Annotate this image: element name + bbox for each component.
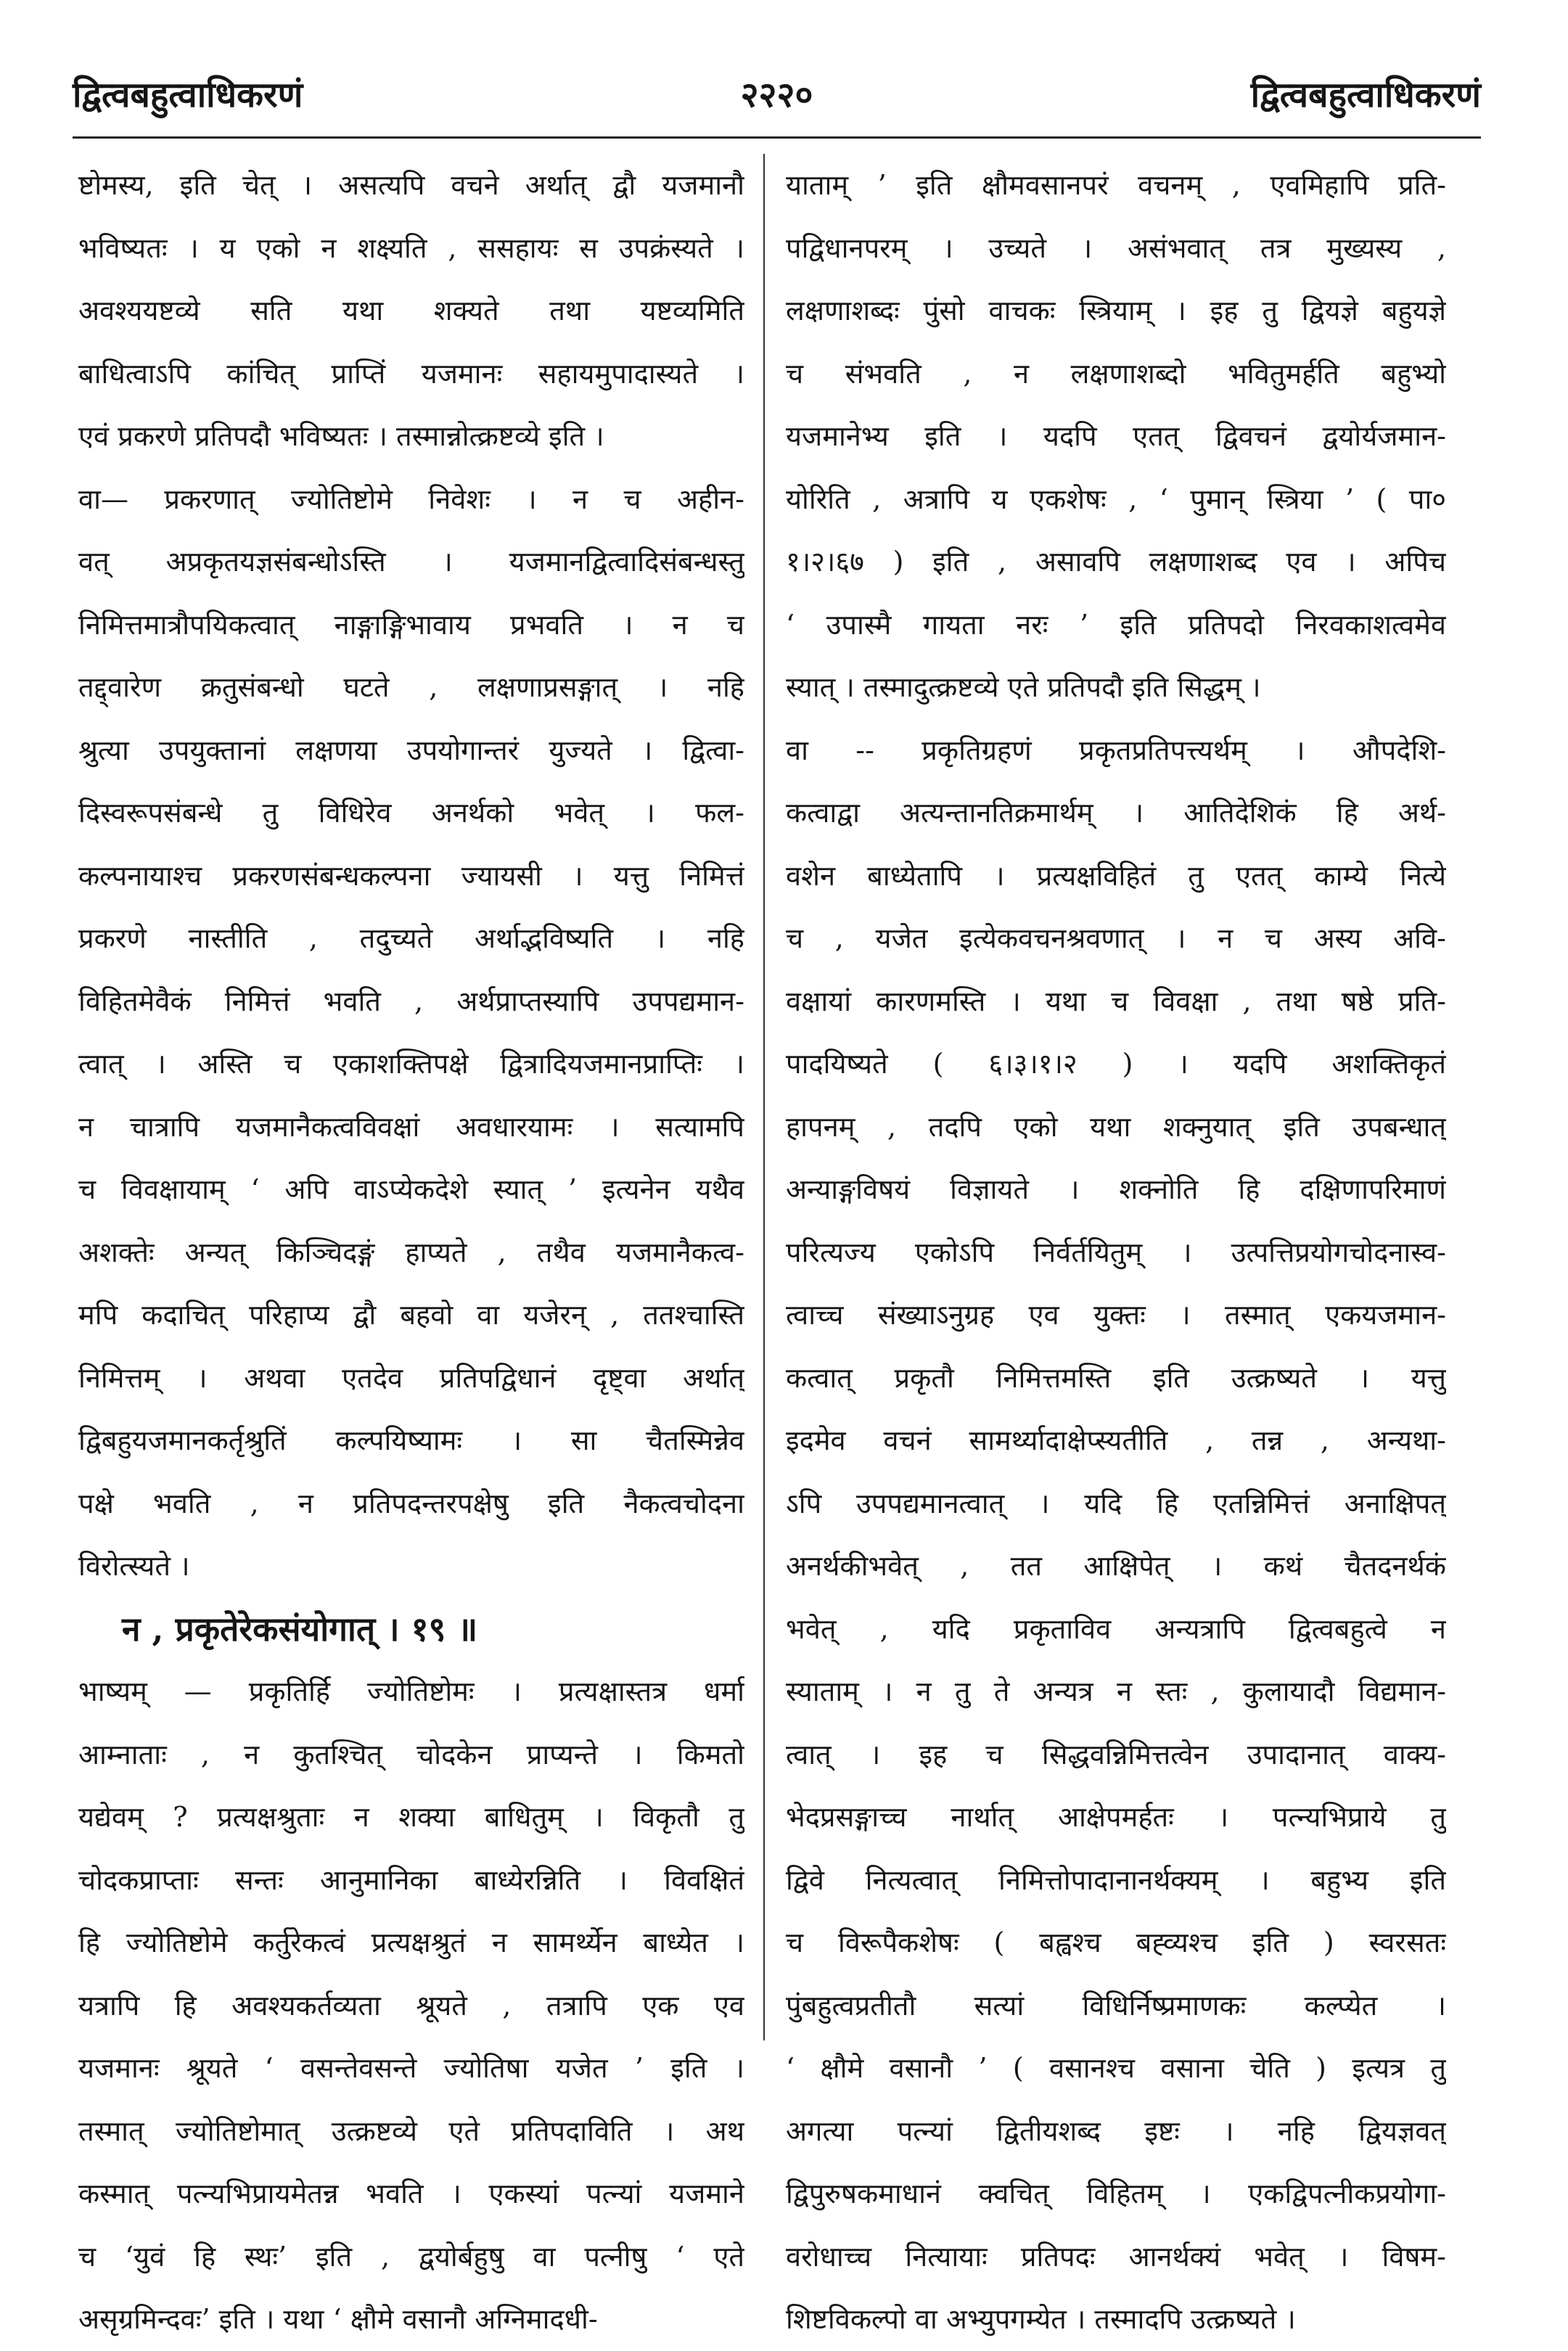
text-line: अन्याङ्गविषयं विज्ञायते । शक्नोति हि दक्षिणापरिमाणं bbox=[786, 1173, 1446, 1205]
text-line: पादयिष्यते ( ६।३।१।२ ) । यदपि अशक्तिकृतं bbox=[786, 1048, 1446, 1080]
text-line: मपि कदाचित् परिहाप्य द्वौ बहवो वा यजेरन् , ततश्चास्ति bbox=[78, 1299, 744, 1331]
text-line: लक्षणाशब्दः पुंसो वाचकः स्त्रियाम् । इह तु द्वियज्ञे बहुयज्ञे bbox=[786, 295, 1446, 327]
text-line: यजमानः श्रूयते ‘ वसन्तेवसन्ते ज्योतिषा यजेत ’ इति । bbox=[78, 2052, 744, 2084]
text-line: वा -- प्रकृतिग्रहणं प्रकृतप्रतिपत्त्यर्थम् । औपदेशि- bbox=[786, 734, 1446, 766]
text-line: तस्मात् ज्योतिष्टोमात् उत्क्रष्टव्ये एते प्रतिपदाविति । अथ bbox=[78, 2114, 744, 2147]
text-line: वक्षायां कारणमस्ति । यथा च विवक्षा , तथा षष्ठे प्रति- bbox=[786, 985, 1446, 1017]
text-line: अवश्ययष्टव्ये सति यथा शक्यते तथा यष्टव्यमिति bbox=[78, 295, 744, 327]
left-column bbox=[78, 154, 744, 2351]
text-line: स्याताम् । न तु ते अन्यत्र न स्तः , कुलायादौ विद्यमान- bbox=[786, 1675, 1446, 1707]
text-line: विहितमेवैकं निमित्तं भवति , अर्थप्राप्तस्यापि उपपद्यमान- bbox=[78, 985, 744, 1017]
text-line: दिस्वरूपसंबन्धे तु विधिरेव अनर्थको भवेत् । फल- bbox=[78, 797, 744, 829]
text-line: अगत्या पत्न्यां द्वितीयशब्द इष्टः । नहि द्वियज्ञवत् bbox=[786, 2114, 1446, 2147]
text-line: त्वाच्च संख्याऽनुग्रह एव युक्तः । तस्मात् एकयजमान- bbox=[786, 1299, 1446, 1331]
text-line: बाधित्वाऽपि कांचित् प्राप्तिं यजमानः सहायमुपादास्यते । bbox=[78, 357, 744, 390]
text-line: एवं प्रकरणे प्रतिपदौ भविष्यतः । तस्मान्नोत्क्रष्टव्ये इति । bbox=[78, 420, 604, 452]
running-title-right: द्वित्वबहुत्वाधिकरणं bbox=[1250, 75, 1481, 115]
text-line: वत् अप्रकृतयज्ञसंबन्धोऽस्ति । यजमानद्वित्वादिसंबन्धस्तु bbox=[78, 546, 744, 578]
text-line: च , यजेत इत्येकवचनश्रवणात् । न च अस्य अवि- bbox=[786, 922, 1446, 954]
text-line: द्विपुरुषकमाधानं क्वचित् विहितम् । एकद्विपत्नीकप्रयोगा- bbox=[786, 2178, 1446, 2210]
text-line: ऽपि उपपद्यमानत्वात् । यदि हि एतन्निमित्तं अनाक्षिपत् bbox=[786, 1487, 1446, 1519]
sutra-heading: न , प्रकृतेरेकसंयोगात् । १९ ॥ bbox=[122, 1609, 478, 1649]
text-line: अशक्तेः अन्यत् किञ्चिदङ्गं हाप्यते , तथैव यजमानैकत्व- bbox=[78, 1236, 744, 1268]
text-line: कत्वात् प्रकृतौ निमित्तमस्ति इति उत्क्रष्यते । यत्तु bbox=[786, 1361, 1446, 1394]
text-line: शिष्टविकल्पो वा अभ्युपगम्येत । तस्मादपि उत्क्रष्यते । bbox=[786, 2303, 1296, 2335]
text-line: अनर्थकीभवेत् , तत आक्षिपेत् । कथं चैतदनर्थकं bbox=[786, 1550, 1446, 1582]
text-line: १।२।६७ ) इति , असावपि लक्षणाशब्द एव । अपिच bbox=[786, 546, 1446, 578]
text-line: असृग्रमिन्दवः’ इति । यथा ‘ क्षौमे वसानौ अग्निमादधी- bbox=[78, 2303, 598, 2335]
text-line: इदमेव वचनं सामर्थ्यादाक्षेप्स्यतीति , तन्न , अन्यथा- bbox=[786, 1424, 1446, 1456]
text-line: द्विवे नित्यत्वात् निमित्तोपादानानर्थक्यम् । बहुभ्य इति bbox=[786, 1863, 1446, 1896]
page-header bbox=[73, 62, 1481, 128]
text-line: ‘ क्षौमे वसानौ ’ ( वसानश्च वसाना चेति ) इत्यत्र तु bbox=[786, 2052, 1446, 2084]
text-line: च संभवति , न लक्षणाशब्दो भवितुमर्हति बहुभ्यो bbox=[786, 357, 1446, 390]
text-line: श्रुत्या उपयुक्तानां लक्षणया उपयोगान्तरं युज्यते । द्वित्वा- bbox=[78, 734, 744, 766]
text-line: यद्येवम् ? प्रत्यक्षश्रुताः न शक्या बाधितुम् । विकृतौ तु bbox=[78, 1801, 744, 1833]
text-line: योरिति , अत्रापि य एकशेषः , ‘ पुमान् स्त्रिया ’ ( पा० bbox=[786, 483, 1446, 515]
text-line: भविष्यतः । य एको न शक्ष्यति , ससहायः स उपक्रंस्यते । bbox=[78, 231, 744, 264]
text-line: पद्विधानपरम् । उच्यते । असंभवात् तत्र मुख्यस्य , bbox=[786, 231, 1446, 264]
running-title-left: द्वित्वबहुत्वाधिकरणं bbox=[73, 75, 303, 115]
header-rule bbox=[73, 136, 1481, 139]
text-line: न चात्रापि यजमानैकत्वविवक्षां अवधारयामः । सत्यामपि bbox=[78, 1110, 744, 1143]
text-line: त्वात् । अस्ति च एकाशक्तिपक्षे द्वित्रादियजमानप्राप्तिः । bbox=[78, 1048, 744, 1080]
text-line: हापनम् , तदपि एको यथा शक्नुयात् इति उपबन्धात् bbox=[786, 1110, 1446, 1143]
text-line: निमित्तम् । अथवा एतदेव प्रतिपद्विधानं दृष्ट्वा अर्थात् bbox=[78, 1361, 744, 1394]
text-line: पुंबहुत्वप्रतीतौ सत्यां विधिर्निष्प्रमाणकः कल्प्येत । bbox=[786, 1989, 1446, 2022]
text-line: पक्षे भवति , न प्रतिपदन्तरपक्षेषु इति नैकत्वचोदना bbox=[78, 1487, 744, 1519]
text-line: च विवक्षायाम् ‘ अपि वाऽप्येकदेशे स्यात् ’ इत्यनेन यथैव bbox=[78, 1173, 744, 1205]
text-line: प्रकरणे नास्तीति , तदुच्यते अर्थाद्भविष्यति । नहि bbox=[78, 922, 744, 954]
text-line: कल्पनायाश्च प्रकरणसंबन्धकल्पना ज्यायसी । यत्तु निमित्तं bbox=[78, 859, 744, 892]
text-line: ष्टोमस्य, इति चेत् । असत्यपि वचने अर्थात् द्वौ यजमानौ bbox=[78, 169, 744, 201]
text-line: आम्नाताः , न कुतश्चित् चोदकेन प्राप्यन्ते । किमतो bbox=[78, 1738, 744, 1771]
text-line: च विरूपैकशेषः ( बह्वश्च बह्व्यश्च इति ) स्वरसतः bbox=[786, 1927, 1446, 1958]
text-line: तद्द्वारेण क्रतुसंबन्धो घटते , लक्षणाप्रसङ्गात् । नहि bbox=[78, 671, 744, 703]
text-line: स्यात् । तस्मादुत्क्रष्टव्ये एते प्रतिपदौ इति सिद्धम् । bbox=[786, 671, 1261, 703]
text-line: वरोधाच्च नित्यायाः प्रतिपदः आनर्थक्यं भवेत् । विषम- bbox=[786, 2240, 1446, 2273]
text-line: निमित्तमात्रौपयिकत्वात् नाङ्गाङ्गिभावाय प्रभवति । न च bbox=[78, 608, 744, 641]
text-line: विरोत्स्यते । bbox=[78, 1550, 190, 1582]
text-line: भवेत् , यदि प्रकृताविव अन्यत्रापि द्वित्वबहुत्वे न bbox=[786, 1612, 1446, 1645]
text-line: वशेन बाध्येतापि । प्रत्यक्षविहितं तु एतत् काम्ये नित्ये bbox=[786, 859, 1446, 892]
text-line: द्विबहुयजमानकर्तृश्रुतिं कल्पयिष्यामः । सा चैतस्मिन्नेव bbox=[78, 1424, 744, 1456]
text-line: भाष्यम् — प्रकृतिर्हि ज्योतिष्टोमः । प्रत्यक्षास्तत्र धर्मा bbox=[78, 1675, 744, 1707]
text-line: त्वात् । इह च सिद्धवन्निमित्तत्वेन उपादानात् वाक्य- bbox=[786, 1738, 1446, 1771]
text-line: याताम् ’ इति क्षौमवसानपरं वचनम् , एवमिहापि प्रति- bbox=[786, 169, 1446, 201]
text-line: कत्वाद्वा अत्यन्तानतिक्रमार्थम् । आतिदेशिकं हि अर्थ- bbox=[786, 797, 1446, 829]
text-line: चोदकप्राप्ताः सन्तः आनुमानिका बाध्येरन्निति । विवक्षितं bbox=[78, 1863, 744, 1896]
text-line: परित्यज्य एकोऽपि निर्वर्तयितुम् । उत्पत्तिप्रयोगचोदनास्व- bbox=[786, 1236, 1446, 1268]
page-number: २२२० bbox=[740, 75, 813, 115]
text-line: च ‘युवं हि स्थः’ इति , द्वयोर्बहुषु वा पत्नीषु ‘ एते bbox=[78, 2240, 744, 2273]
text-line: भेदप्रसङ्गाच्च नार्थात् आक्षेपमर्हतः । पत्न्यभिप्राये तु bbox=[786, 1801, 1446, 1833]
text-line: ‘ उपास्मै गायता नरः ’ इति प्रतिपदो निरवकाशत्वमेव bbox=[786, 608, 1446, 641]
column-divider bbox=[763, 154, 765, 2040]
text-line: कस्मात् पत्न्यभिप्रायमेतन्न भवति । एकस्यां पत्न्यां यजमाने bbox=[78, 2178, 744, 2210]
right-column bbox=[786, 154, 1446, 2351]
text-line: यत्रापि हि अवश्यकर्तव्यता श्रूयते , तत्रापि एक एव bbox=[78, 1989, 744, 2022]
text-line: हि ज्योतिष्टोमे कर्तुरेकत्वं प्रत्यक्षश्रुतं न सामर्थ्येन बाध्येत । bbox=[78, 1927, 744, 1958]
text-line: वा— प्रकरणात् ज्योतिष्टोमे निवेशः । न च अहीन- bbox=[78, 483, 744, 515]
text-line: यजमानेभ्य इति । यदपि एतत् द्विवचनं द्वयोर्यजमान- bbox=[786, 420, 1446, 452]
